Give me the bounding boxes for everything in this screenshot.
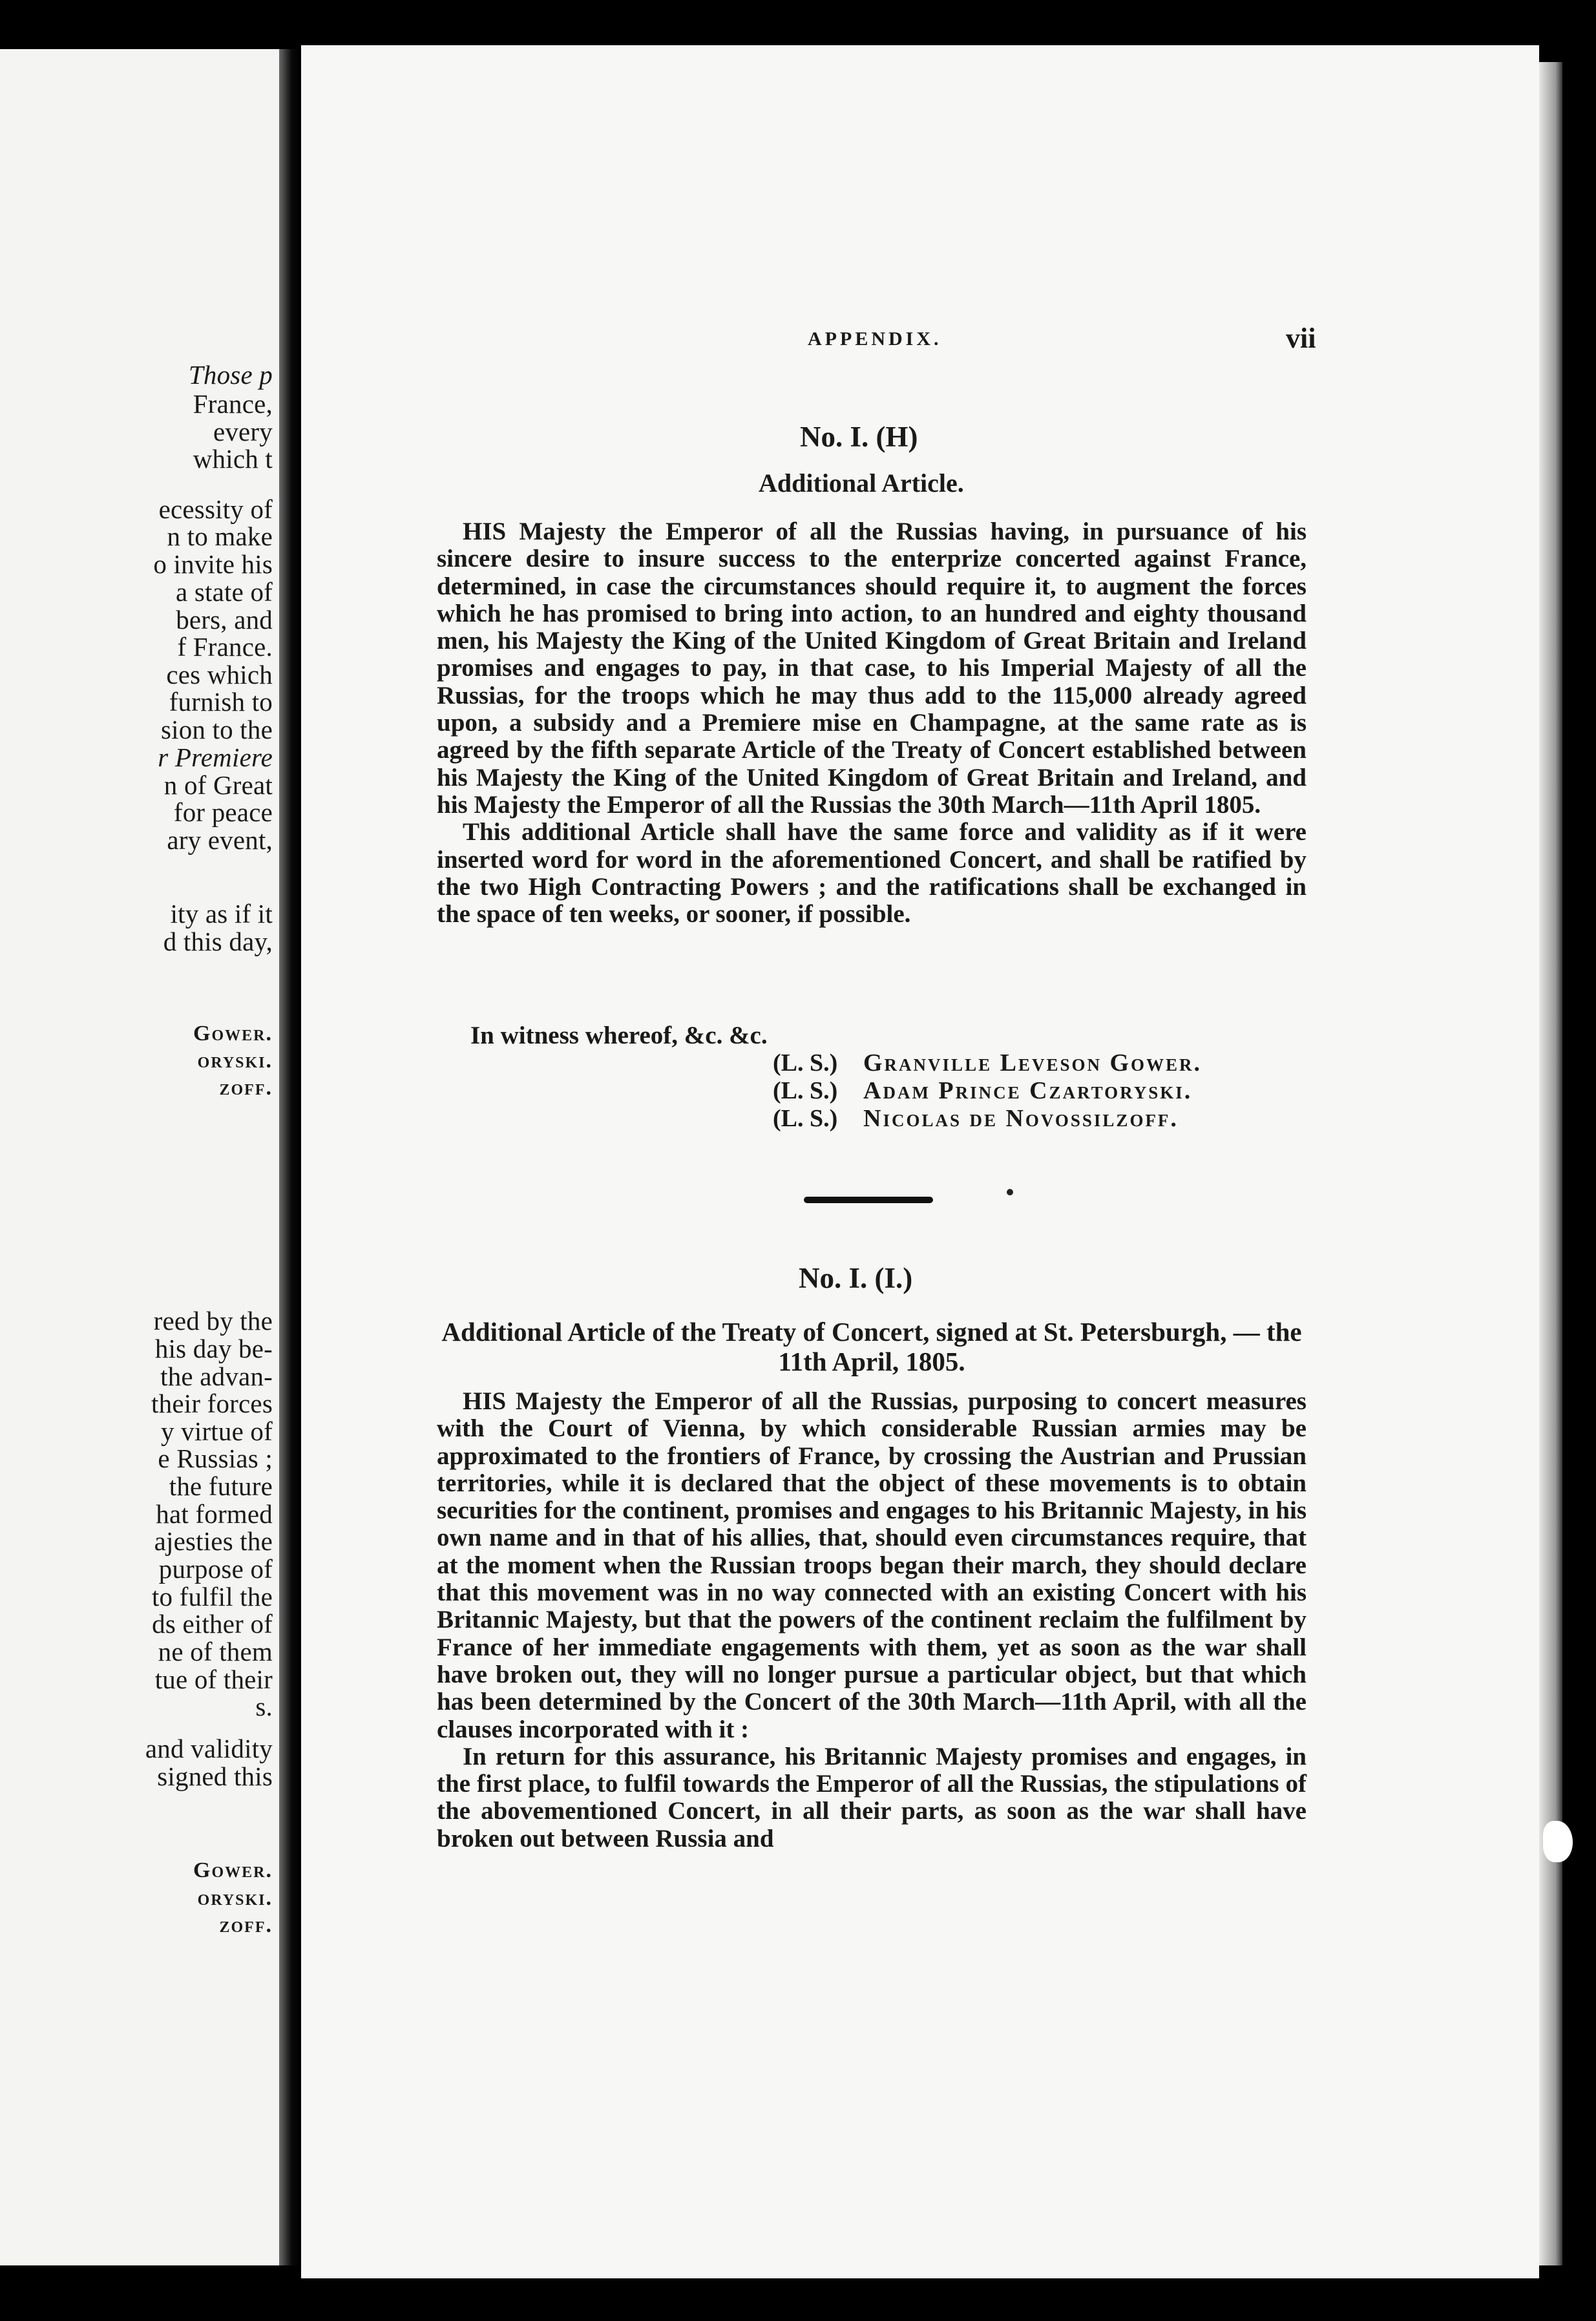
left-page-line: ity as if it (170, 899, 273, 929)
seal-mark: (L. S.) (773, 1077, 838, 1104)
signatory-name: Granville Leveson Gower. (863, 1049, 1202, 1076)
left-page-line: o invite his (153, 549, 273, 579)
left-page-fragment (0, 49, 279, 2265)
left-page-line: which t (193, 444, 273, 474)
left-page-line: ajesties the (154, 1526, 273, 1556)
left-page-line: signed this (157, 1761, 273, 1791)
left-page-line: for peace (173, 797, 273, 827)
left-page-line: ecessity of (158, 494, 273, 524)
left-page-line: to fulfil the (151, 1582, 273, 1612)
section-h-body (437, 518, 1307, 928)
page-edge-shadow (1539, 62, 1562, 2265)
left-page-line: ds either of (152, 1609, 273, 1639)
left-page-line: zoff. (219, 1076, 273, 1100)
left-page-line: e Russias ; (158, 1444, 273, 1473)
left-page-line: s. (255, 1692, 273, 1721)
left-page-line: y virtue of (161, 1416, 273, 1446)
signature-line (773, 1104, 1179, 1133)
left-page-line: f France. (177, 632, 273, 662)
seal-mark: (L. S.) (773, 1105, 838, 1132)
section-i-body (437, 1388, 1307, 1853)
left-page-line: tue of their (154, 1665, 273, 1694)
left-page-line: and validity (145, 1734, 273, 1763)
left-page-line: ces which (166, 660, 273, 689)
left-page-line: reed by the (153, 1306, 273, 1336)
running-header: APPENDIX. (808, 328, 942, 350)
left-page-line: n of Great (163, 770, 273, 800)
book-gutter (279, 49, 300, 2265)
left-page-line: Those p (188, 360, 273, 390)
signature-line (773, 1076, 1192, 1105)
paper-blot (1543, 1821, 1573, 1862)
left-page-line: ary event, (167, 825, 273, 855)
page-number: vii (1286, 322, 1316, 354)
signatory-name: Adam Prince Czartoryski. (863, 1077, 1193, 1104)
right-page (301, 45, 1539, 2278)
section-h-paragraph-2: This additional Article shall have the same force and validity as if it were inserted word for word in the aforementioned Concert, and shall be ratified by the two High Contracting Powers ; and the ratifications shall be exchanged in the space of ten weeks, or sooner, if possible. (437, 818, 1307, 929)
seal-mark: (L. S.) (773, 1049, 838, 1076)
left-page-line: n to make (167, 521, 273, 551)
left-page-line: oryski. (197, 1049, 273, 1073)
witness-clause: In witness whereof, &c. &c. (470, 1022, 768, 1049)
section-i-paragraph-2: In return for this assurance, his Britannic Majesty promises and engages, in the first place, to fulfil towards the Emperor of all the Russias, the stipulations of the abovementioned Concert, in all their parts, as soon as the war shall have broken out between Russia and (437, 1742, 1307, 1853)
left-page-line: every (213, 417, 273, 446)
left-page-line: the advan- (160, 1361, 273, 1391)
section-number-i: No. I. (I.) (799, 1262, 913, 1294)
left-page-line: ne of them (158, 1637, 273, 1666)
section-title-i: Additional Article of the Treaty of Concert, signed at St. Petersburgh, — the 11th April, 1805. (441, 1317, 1302, 1376)
left-page-line: the future (169, 1471, 273, 1501)
left-page-line: furnish to (169, 687, 273, 717)
left-page-line: oryski. (197, 1886, 273, 1910)
left-page-line: Gower. (193, 1022, 273, 1045)
left-page-line: zoff. (219, 1913, 273, 1937)
section-i-paragraph-1: HIS Majesty the Emperor of all the Russias, purposing to concert measures with the Court of Vienna, by which considerable Russian armies may be approximated to the frontiers of France, by crossing the Austrian and Prussian territories, while it is declared that the object of these movements is to obtain securities for the continent, promises and engages to his Britannic Majesty, in his own name and in that of his allies, that, should even circumstances require, that at the moment when the Russian troops began their march, they should declare that this movement was in no way connected with an existing Concert with his Britannic Majesty, but that the powers of the continent reclaim the fulfilment by France of her immediate engagements with them, yet as soon as the war shall have broken out, they will no longer pursue a particular object, but that which has been determined by the Concert of the 30th March—11th April, with all the clauses incorporated with it : (437, 1387, 1307, 1743)
left-page-line: d this day, (163, 927, 273, 956)
ink-speck (1007, 1189, 1013, 1195)
left-page-line: r Premiere (158, 742, 273, 772)
signatory-name: Nicolas de Novossilzoff. (863, 1105, 1179, 1132)
section-title-h: Additional Article. (759, 468, 964, 498)
left-page-line: his day be- (154, 1334, 273, 1363)
section-divider-rule (804, 1197, 933, 1203)
left-page-line: hat formed (156, 1499, 273, 1529)
left-page-line: sion to the (160, 715, 273, 744)
left-page-line: a state of (176, 577, 273, 607)
left-page-line: bers, and (176, 605, 273, 635)
left-page-line: purpose of (158, 1554, 273, 1584)
section-h-paragraph-1: HIS Majesty the Emperor of all the Russias having, in pursuance of his sincere desire to insure success to the enterprize concerted against France, determined, in case the circumstances should require it, to augment the forces which he has promised to bring into action, to an hundred and eighty thousand men, his Majesty the King of the United Kingdom of Great Britain and Ireland promises and engages to pay, in that case, to his Imperial Majesty of all the Russias, for the troops which he may thus add to the 115,000 already agreed upon, a subsidy and a Premiere mise en Champagne, at the same rate as is agreed by the fifth separate Article of the Treaty of Concert established between his Majesty the King of the United Kingdom of Great Britain and Ireland, and his Majesty the Emperor of all the Russias the 30th March—11th April 1805. (437, 518, 1307, 819)
signature-line (773, 1049, 1202, 1077)
section-number-h: No. I. (H) (800, 421, 918, 453)
left-page-line: Gower. (193, 1858, 273, 1882)
left-page-line: France, (193, 389, 273, 419)
left-page-line: their forces (151, 1389, 273, 1418)
